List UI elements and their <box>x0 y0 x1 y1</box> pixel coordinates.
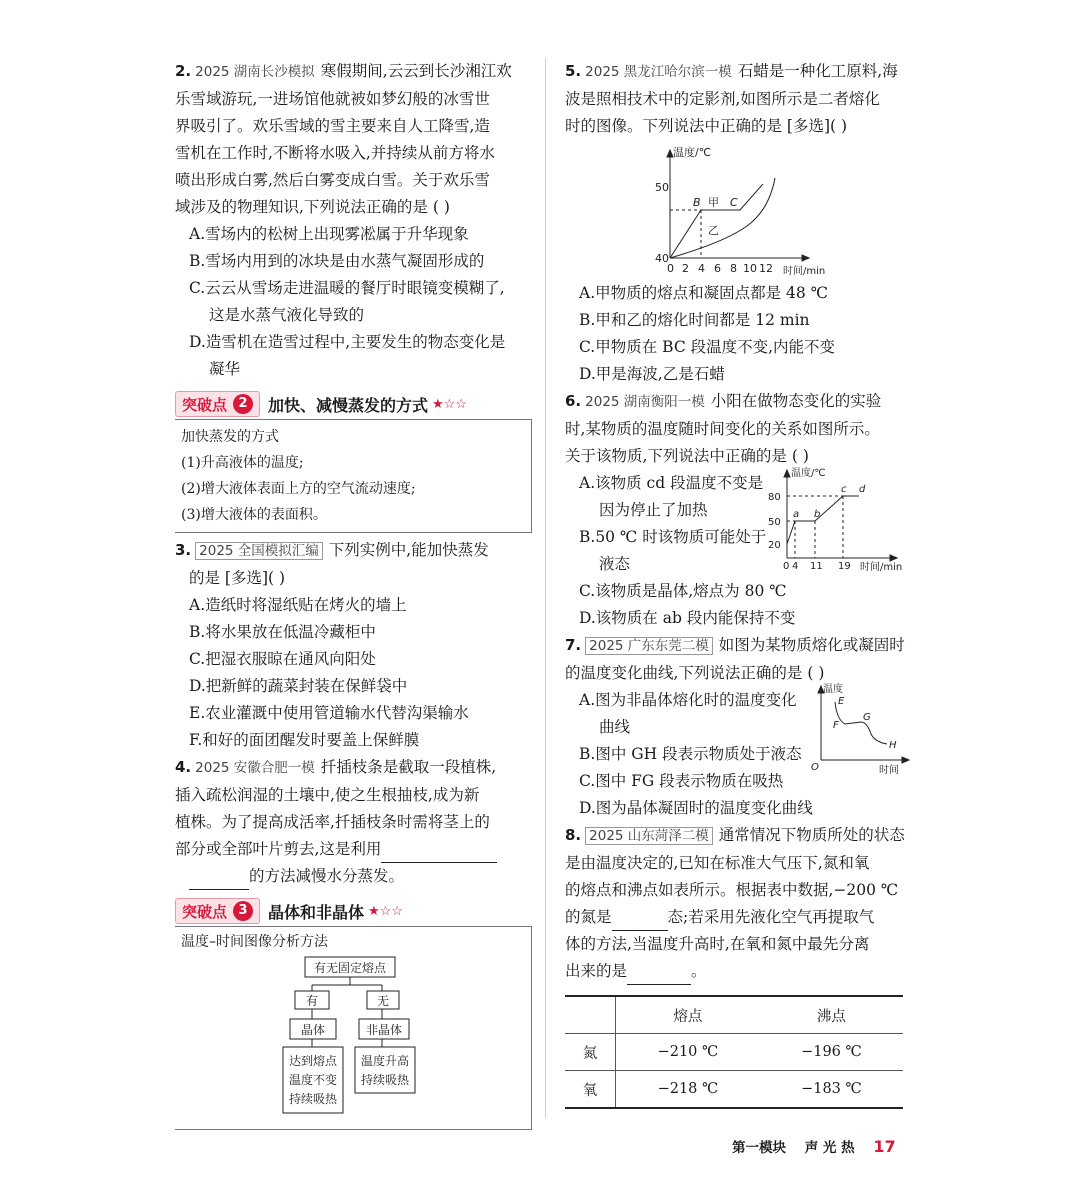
question-text: 态;若采用先液化空气再提取气 <box>667 908 875 926</box>
question-text: 界吸引了。欢乐雪域的雪主要来自人工降雪,造 <box>175 117 490 135</box>
graph-ylabel: 温度/℃ <box>791 468 826 479</box>
tip-heading: 加快蒸发的方式 <box>181 429 279 445</box>
section-title: 晶体和非晶体 <box>268 902 365 922</box>
option-f: F.和好的面团醒发时要盖上保鲜膜 <box>189 731 420 749</box>
question-text: 的氮是 <box>565 908 612 926</box>
flow-no: 无 <box>376 994 390 1008</box>
point-g-label: G <box>863 712 871 723</box>
footer-module: 第一模块 <box>732 1140 786 1156</box>
question-text: 部分或全部叶片剪去,这是利用 <box>175 840 382 858</box>
melting-graph <box>655 146 855 276</box>
badge-label: 突破点 <box>182 902 228 921</box>
badge-number: 3 <box>233 901 253 921</box>
question-text: 的方法减慢水分蒸发。 <box>249 867 405 885</box>
question-number: 3. <box>175 541 192 559</box>
option-b: B.图中 GH 段表示物质处于液态 <box>579 745 802 763</box>
table-cell: −218 ℃ <box>657 1081 719 1097</box>
question-text: 出来的是 <box>565 962 628 980</box>
question-source: 2025 全国模拟汇编 <box>195 542 323 560</box>
x-tick: 19 <box>838 561 851 571</box>
graph-ylabel: 温度/℃ <box>673 146 712 159</box>
option-d: D.该物质在 ab 段内能保持不变 <box>579 609 796 627</box>
section-badge <box>175 898 260 924</box>
question-text: 雪机在工作时,不断将水吸入,并持续从前方将水 <box>175 144 495 162</box>
option-b: B.甲和乙的熔化时间都是 12 min <box>579 311 810 329</box>
answer-blank[interactable] <box>381 844 497 863</box>
question-text: 植株。为了提高成活率,扦插枝条时需将茎上的 <box>175 813 490 831</box>
flow-crystal-desc: 持续吸热 <box>288 1092 338 1106</box>
question-number: 7. <box>565 636 582 654</box>
question-6 <box>565 388 910 632</box>
tip-item: (2)增大液体表面上方的空气流动速度; <box>181 481 416 497</box>
question-number: 4. <box>175 758 192 776</box>
question-7 <box>565 632 910 822</box>
option-d: D.图为晶体凝固时的温度变化曲线 <box>579 799 813 817</box>
question-text: 域涉及的物理知识,下列说法正确的是 ( ) <box>175 198 450 216</box>
question-text: 的是 [多选]( ) <box>189 569 286 587</box>
point-d-label: d <box>859 484 866 495</box>
origin-label: O <box>811 762 819 773</box>
tip-item: (3)增大液体的表面积。 <box>181 507 327 523</box>
graph-xlabel: 时间/min <box>860 562 903 571</box>
question-text: 的熔点和沸点如表所示。根据表中数据,−200 ℃ <box>565 881 899 899</box>
point-f-label: F <box>833 720 839 731</box>
question-source: 2025 安徽合肥一模 <box>195 760 315 776</box>
question-text: 小阳在做物态变化的实验 <box>710 392 882 410</box>
option-a-cont: 因为停止了加热 <box>599 501 708 519</box>
question-3 <box>175 537 540 754</box>
graph-xlabel: 时间 <box>879 765 899 776</box>
question-text: 下列实例中,能加快蒸发 <box>328 541 489 559</box>
footer-subject: 声 光 热 <box>804 1140 855 1156</box>
data-table <box>565 995 903 1109</box>
x-tick: 4 <box>792 561 799 571</box>
option-a: A.图为非晶体熔化时的温度变化 <box>579 691 797 709</box>
x-tick: 6 <box>714 262 721 275</box>
section-2 <box>175 389 540 533</box>
question-source: 2025 湖南长沙模拟 <box>195 64 315 80</box>
point-c-label: c <box>841 484 847 495</box>
question-source: 2025 广东东莞二模 <box>585 637 713 655</box>
x-tick: 8 <box>730 262 737 275</box>
option-b-cont: 液态 <box>599 555 631 573</box>
table-cell: 氧 <box>565 1071 616 1109</box>
x-tick: 11 <box>810 561 823 571</box>
question-number: 2. <box>175 62 192 80</box>
flowchart <box>175 955 525 1125</box>
table-cell: −210 ℃ <box>657 1044 719 1060</box>
difficulty-stars-icon: ★☆☆ <box>432 396 467 412</box>
page-footer <box>732 1136 896 1156</box>
option-c-cont: 这是水蒸气液化导致的 <box>209 306 365 324</box>
question-text: 波是照相技术中的定影剂,如图所示是二者熔化 <box>565 90 880 108</box>
flow-crystal: 晶体 <box>300 1023 326 1037</box>
y-tick: 50 <box>768 517 781 528</box>
left-column <box>175 58 540 1130</box>
option-d: D.甲是海波,乙是石蜡 <box>579 365 725 383</box>
question-text: 乐雪域游玩,一进场馆他就被如梦幻般的冰雪世 <box>175 90 490 108</box>
question-5 <box>565 58 910 388</box>
question-text: 插入疏松润湿的土壤中,使之生根抽枝,成为新 <box>175 786 480 804</box>
question-8 <box>565 822 910 1109</box>
question-4 <box>175 754 540 890</box>
question-text: 时,某物质的温度随时间变化的关系如图所示。 <box>565 420 880 438</box>
question-source: 2025 山东菏泽二模 <box>585 827 713 845</box>
flow-crystal-desc: 温度不变 <box>288 1073 338 1087</box>
right-column <box>565 58 910 1109</box>
graph-ylabel: 温度 <box>823 684 843 695</box>
question-number: 6. <box>565 392 582 410</box>
flow-noncrystal-desc: 持续吸热 <box>360 1073 410 1087</box>
difficulty-stars-icon: ★☆☆ <box>368 903 403 919</box>
heating-graph <box>765 466 915 571</box>
x-tick: 12 <box>759 262 773 275</box>
x-tick: 4 <box>698 262 705 275</box>
option-c: C.图中 FG 段表示物质在吸热 <box>579 772 784 790</box>
point-h-label: H <box>889 740 897 751</box>
answer-blank[interactable] <box>612 912 668 931</box>
option-e: E.农业灌溉中使用管道输水代替沟渠输水 <box>189 704 469 722</box>
x-tick: 0 <box>783 561 790 571</box>
question-number: 8. <box>565 826 582 844</box>
answer-blank[interactable] <box>627 966 691 985</box>
option-a: A.造纸时将湿纸贴在烤火的墙上 <box>189 596 407 614</box>
question-text: 如图为某物质熔化或凝固时 <box>718 636 905 654</box>
table-cell: −196 ℃ <box>801 1044 862 1060</box>
table-cell: 氮 <box>565 1034 616 1071</box>
section-title: 加快、减慢蒸发的方式 <box>268 395 429 415</box>
answer-blank[interactable] <box>189 871 249 890</box>
table-header <box>565 996 616 1034</box>
question-text: 是由温度决定的,已知在标准大气压下,氮和氧 <box>565 854 870 872</box>
option-c: C.该物质是晶体,熔点为 80 ℃ <box>579 582 787 600</box>
flow-yes: 有 <box>305 994 319 1008</box>
option-b: B.将水果放在低温冷藏柜中 <box>189 623 376 641</box>
y-tick: 80 <box>768 492 781 503</box>
flow-noncrystal-desc: 温度升高 <box>360 1054 410 1068</box>
page-number: 17 <box>873 1137 896 1156</box>
option-b: B.雪场内用到的冰块是由水蒸气凝固形成的 <box>189 252 485 270</box>
cooling-graph <box>805 682 915 777</box>
section-badge <box>175 391 260 417</box>
question-text: 寒假期间,云云到长沙湘江欢 <box>320 62 512 80</box>
table-row <box>565 1071 903 1109</box>
table-cell: −183 ℃ <box>801 1081 862 1097</box>
flow-root: 有无固定熔点 <box>313 961 387 975</box>
point-b-label: b <box>814 509 821 520</box>
y-tick: 50 <box>655 181 669 194</box>
point-c-label: C <box>730 196 738 209</box>
option-a: A.该物质 cd 段温度不变是 <box>579 474 764 492</box>
x-tick: 0 <box>667 262 674 275</box>
question-text: 喷出形成白雾,然后白雾变成白雪。关于欢乐雪 <box>175 171 490 189</box>
question-text: 。 <box>691 962 707 980</box>
table-row <box>565 1034 903 1071</box>
y-tick: 40 <box>655 252 669 265</box>
point-a-label: a <box>793 509 800 520</box>
question-2 <box>175 58 540 383</box>
question-text: 关于该物质,下列说法中正确的是 ( ) <box>565 447 809 465</box>
option-a: A.甲物质的熔点和凝固点都是 48 ℃ <box>579 284 829 302</box>
question-source: 2025 湖南衡阳一模 <box>585 394 705 410</box>
option-a: A.雪场内的松树上出现雾凇属于升华现象 <box>189 225 469 243</box>
flow-crystal-desc: 达到熔点 <box>288 1054 338 1068</box>
option-d: D.造雪机在造雪过程中,主要发生的物态变化是 <box>189 333 506 351</box>
option-c: C.云云从雪场走进温暖的餐厅时眼镜变模糊了, <box>189 279 505 297</box>
question-text: 石蜡是一种化工原料,海 <box>737 62 898 80</box>
graph-xlabel: 时间/min <box>783 266 826 276</box>
table-header: 沸点 <box>816 1008 846 1025</box>
series-jia-label: 甲 <box>708 196 719 209</box>
x-tick: 10 <box>743 262 757 275</box>
option-c: C.把湿衣服晾在通风向阳处 <box>189 650 376 668</box>
option-a-cont: 曲线 <box>599 718 631 736</box>
x-tick: 2 <box>682 262 689 275</box>
point-b-label: B <box>693 196 701 209</box>
flow-noncrystal: 非晶体 <box>365 1023 403 1037</box>
section-3 <box>175 896 540 1130</box>
badge-number: 2 <box>233 394 253 414</box>
tip-box <box>175 419 532 533</box>
question-text: 扦插枝条是截取一段植株, <box>320 758 497 776</box>
tip-heading: 温度–时间图像分析方法 <box>181 934 328 950</box>
table-header: 熔点 <box>673 1008 703 1025</box>
point-e-label: E <box>838 696 845 707</box>
question-text: 的温度变化曲线,下列说法正确的是 ( ) <box>565 664 825 682</box>
question-text: 时的图像。下列说法中正确的是 [多选]( ) <box>565 117 848 135</box>
question-text: 通常情况下物质所处的状态 <box>718 826 905 844</box>
question-source: 2025 黑龙江哈尔滨一模 <box>585 64 732 80</box>
tip-item: (1)升高液体的温度; <box>181 455 304 471</box>
series-yi-label: 乙 <box>708 224 719 237</box>
question-text: 体的方法,当温度升高时,在氧和氮中最先分离 <box>565 935 870 953</box>
column-divider <box>545 58 546 1118</box>
option-d: D.把新鲜的蔬菜封装在保鲜袋中 <box>189 677 408 695</box>
y-tick: 20 <box>768 540 781 551</box>
option-c: C.甲物质在 BC 段温度不变,内能不变 <box>579 338 836 356</box>
option-b: B.50 ℃ 时该物质可能处于 <box>579 528 767 546</box>
tip-box <box>175 926 532 1130</box>
badge-label: 突破点 <box>182 395 228 414</box>
option-d-cont: 凝华 <box>209 360 241 378</box>
question-number: 5. <box>565 62 582 80</box>
